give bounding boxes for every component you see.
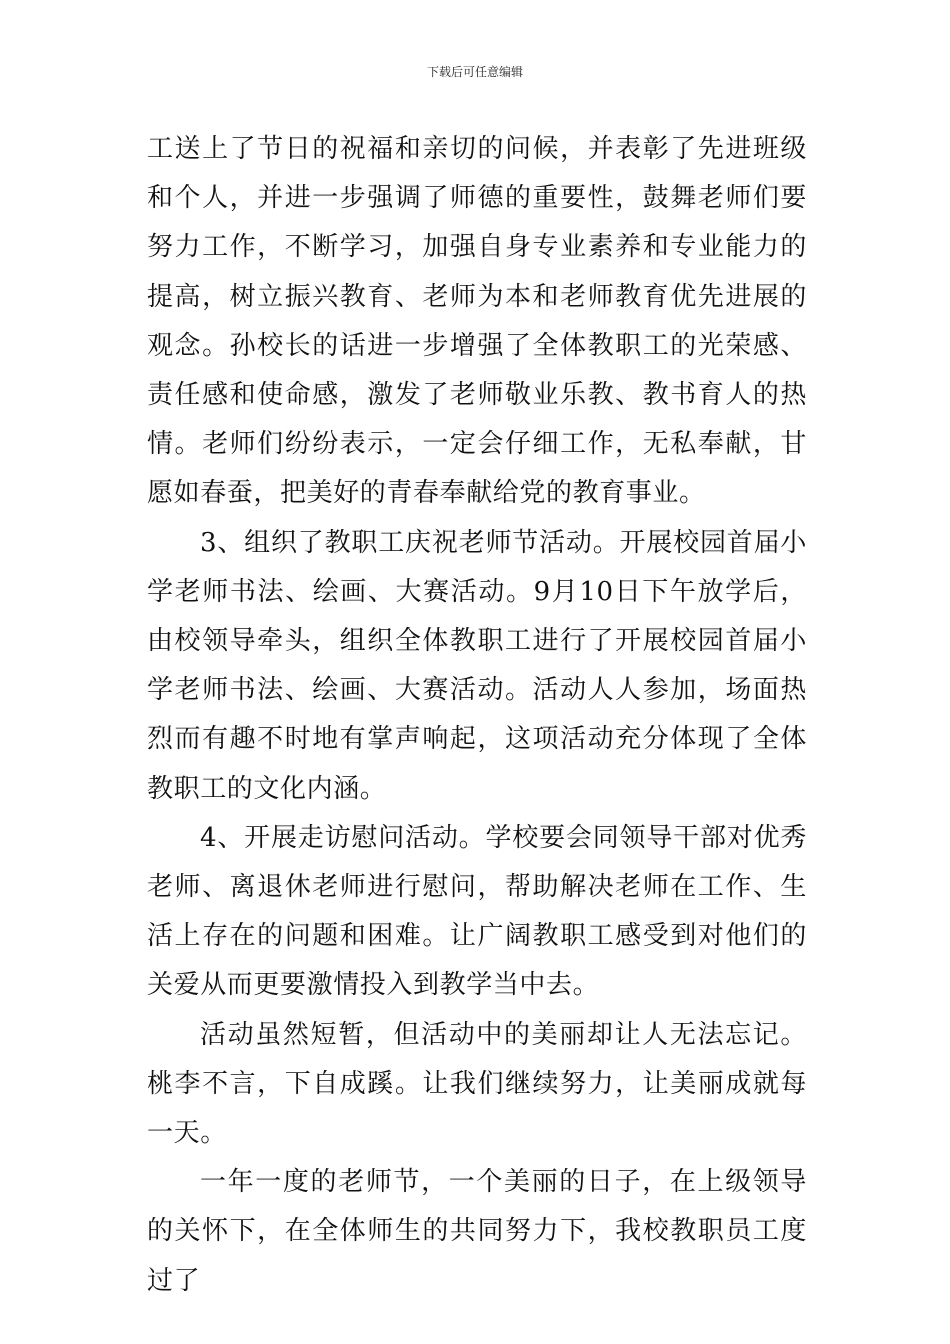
paragraph-item-4: 4、开展走访慰问活动。学校要会同领导干部对优秀老师、离退休老师进行慰问，帮助解决老师在工作、生活上存在的问题和困难。让广阔教职工感受到对他们的关爱从而更要激情投入到教学当中去。 xyxy=(147,822,807,1001)
paragraph-continuation: 工送上了节日的祝福和亲切的问候，并表彰了先进班级和个人，并进一步强调了师德的重要性，鼓舞老师们要努力工作，不断学习，加强自身专业素养和专业能力的提高，树立振兴教育、老师为本和老师教育优先进展的观念。孙校长的话进一步增强了全体教职工的光荣感、责任感和使命感，激发了老师敬业乐教、教书育人的热情。老师们纷纷表示，一定会仔细工作，无私奉献，甘愿如春蚕，把美好的青春奉献给党的教育事业。 xyxy=(147,134,807,509)
paragraph-next-section: 一年一度的老师节，一个美丽的日子，在上级领导的关怀下，在全体师生的共同努力下，我校教职员工度过了 xyxy=(147,1167,807,1296)
paragraph-item-3: 3、组织了教职工庆祝老师节活动。开展校园首届小学老师书法、绘画、大赛活动。9月10日下午放学后，由校领导牵头，组织全体教职工进行了开展校园首届小学老师书法、绘画、大赛活动。活动人人参加，场面热烈而有趣不时地有掌声响起，这项活动充分体现了全体教职工的文化内涵。 xyxy=(147,527,807,804)
page-header-note: 下载后可任意编辑 xyxy=(426,65,523,79)
document-body xyxy=(147,125,807,1306)
paragraph-closing: 活动虽然短暂，但活动中的美丽却让人无法忘记。桃李不言，下自成蹊。让我们继续努力，让美丽成就每一天。 xyxy=(147,1019,807,1149)
